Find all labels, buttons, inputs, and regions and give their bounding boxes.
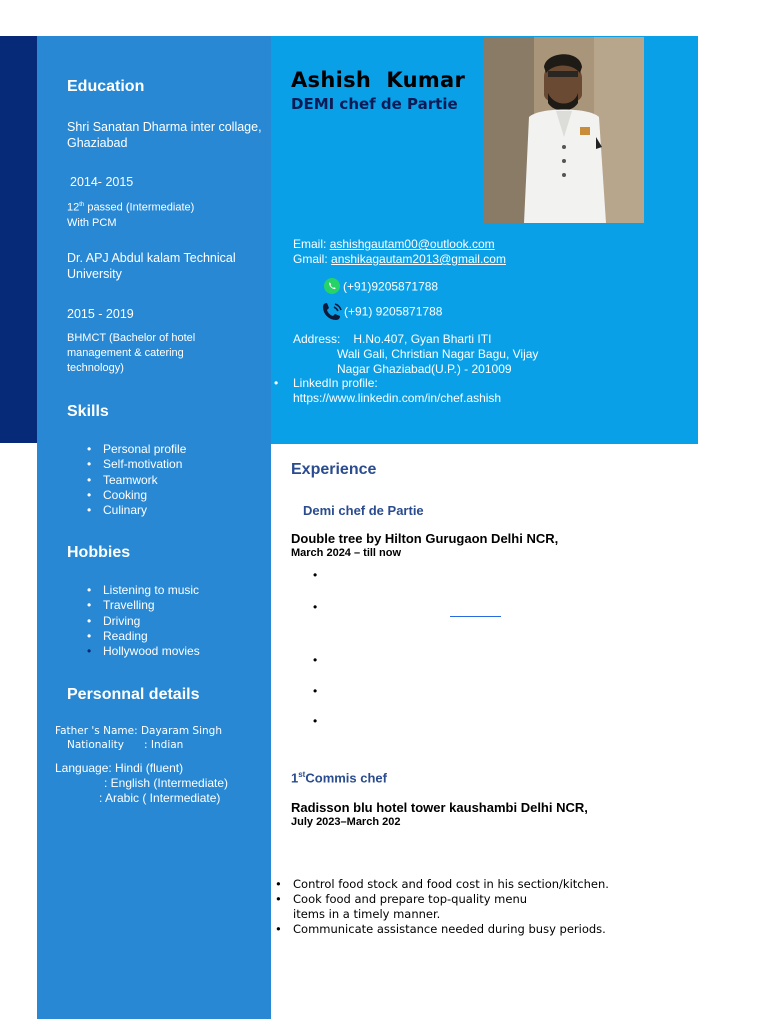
link-underline	[450, 616, 501, 617]
job2-role: 1stCommis chef	[291, 770, 387, 786]
education-detail-2: BHMCT (Bachelor of hotel management & catering technology)	[67, 332, 196, 374]
address-line-3: Nagar Ghaziabad(U.P.) - 201009	[337, 362, 512, 376]
candidate-role: DEMI chef de Partie	[291, 95, 458, 113]
hobby-item: • Hollywood movies	[87, 644, 200, 659]
skill-item: • Culinary	[87, 503, 186, 518]
job1-bullet-empty: •	[313, 653, 318, 667]
language-2: : English (Intermediate)	[104, 776, 229, 790]
dark-accent-band	[0, 36, 37, 443]
skill-item: • Self-motivation	[87, 457, 186, 472]
education-heading: Education	[67, 78, 145, 95]
whatsapp-icon	[323, 277, 341, 298]
skills-heading: Skills	[67, 403, 109, 420]
job1-role: Demi chef de Partie	[303, 503, 424, 518]
language-1: Language: Hindi (fluent)	[55, 761, 184, 775]
job1-bullet-empty: •	[313, 600, 318, 614]
skill-item: • Cooking	[87, 488, 186, 503]
education-years-2: 2015 - 2019	[67, 307, 134, 321]
phone-line: (+91) 9205871788	[321, 301, 442, 324]
list-item: • Cook food and prepare top-quality menu	[275, 892, 528, 906]
profile-photo	[484, 37, 644, 223]
hobby-item: • Listening to music	[87, 583, 200, 598]
address-line-2: Wali Gali, Christian Nagar Bagu, Vijay	[337, 347, 539, 361]
gmail-link[interactable]: anshikagautam2013@gmail.com	[331, 252, 506, 266]
sidebar	[37, 36, 271, 1019]
list-item: • Control food stock and food cost in his section/kitchen.	[275, 877, 609, 891]
email-line: Email: ashishgautam00@outlook.com	[293, 237, 495, 251]
job2-dates: July 2023–March 202	[291, 816, 401, 828]
email-link[interactable]: ashishgautam00@outlook.com	[329, 237, 495, 251]
job1-bullet-empty: •	[313, 568, 318, 582]
hobbies-heading: Hobbies	[67, 544, 131, 561]
education-years-1: 2014- 2015	[70, 175, 134, 189]
linkedin-url[interactable]: https://www.linkedin.com/in/chef.ashish	[293, 391, 502, 405]
education-school-2: Dr. APJ Abdul kalam Technical University	[67, 251, 236, 281]
gmail-line: Gmail: anshikagautam2013@gmail.com	[293, 252, 506, 266]
personal-details-heading: Personnal details	[67, 686, 200, 703]
address-line-1: Address: H.No.407, Gyan Bharti ITI	[293, 332, 492, 346]
education-detail-1: 12th passed (Intermediate) With PCM	[67, 201, 195, 229]
skill-item: • Personal profile	[87, 442, 186, 457]
job1-bullet-empty: •	[313, 684, 318, 698]
hobby-item: • Travelling	[87, 598, 200, 613]
education-school-1: Shri Sanatan Dharma inter collage, Ghaziabad	[67, 120, 262, 150]
skill-item: • Teamwork	[87, 473, 186, 488]
whatsapp-line: (+91)9205871788	[323, 277, 438, 298]
list-item: • Communicate assistance needed during busy periods.	[275, 922, 606, 936]
skills-list	[87, 442, 186, 518]
job2-bullets	[275, 877, 609, 937]
job2-company: Radisson blu hotel tower kaushambi Delhi NCR,	[291, 800, 588, 815]
hobbies-list	[87, 583, 200, 659]
list-item: items in a timely manner.	[293, 907, 441, 921]
language-3: : Arabic ( Intermediate)	[99, 791, 221, 805]
phone-icon	[321, 301, 343, 324]
nationality: Nationality : Indian	[67, 739, 184, 751]
linkedin-line: • LinkedIn profile:	[274, 376, 378, 390]
job1-company: Double tree by Hilton Gurugaon Delhi NCR,	[291, 531, 559, 546]
hobby-item: • Driving	[87, 614, 200, 629]
experience-heading: Experience	[291, 461, 377, 478]
job1-bullet-empty: •	[313, 714, 318, 728]
candidate-name: Ashish Kumar	[291, 68, 466, 92]
job1-dates: March 2024 – till now	[291, 547, 402, 559]
hobby-item: • Reading	[87, 629, 200, 644]
father-name: Father 's Name: Dayaram Singh	[55, 725, 222, 737]
